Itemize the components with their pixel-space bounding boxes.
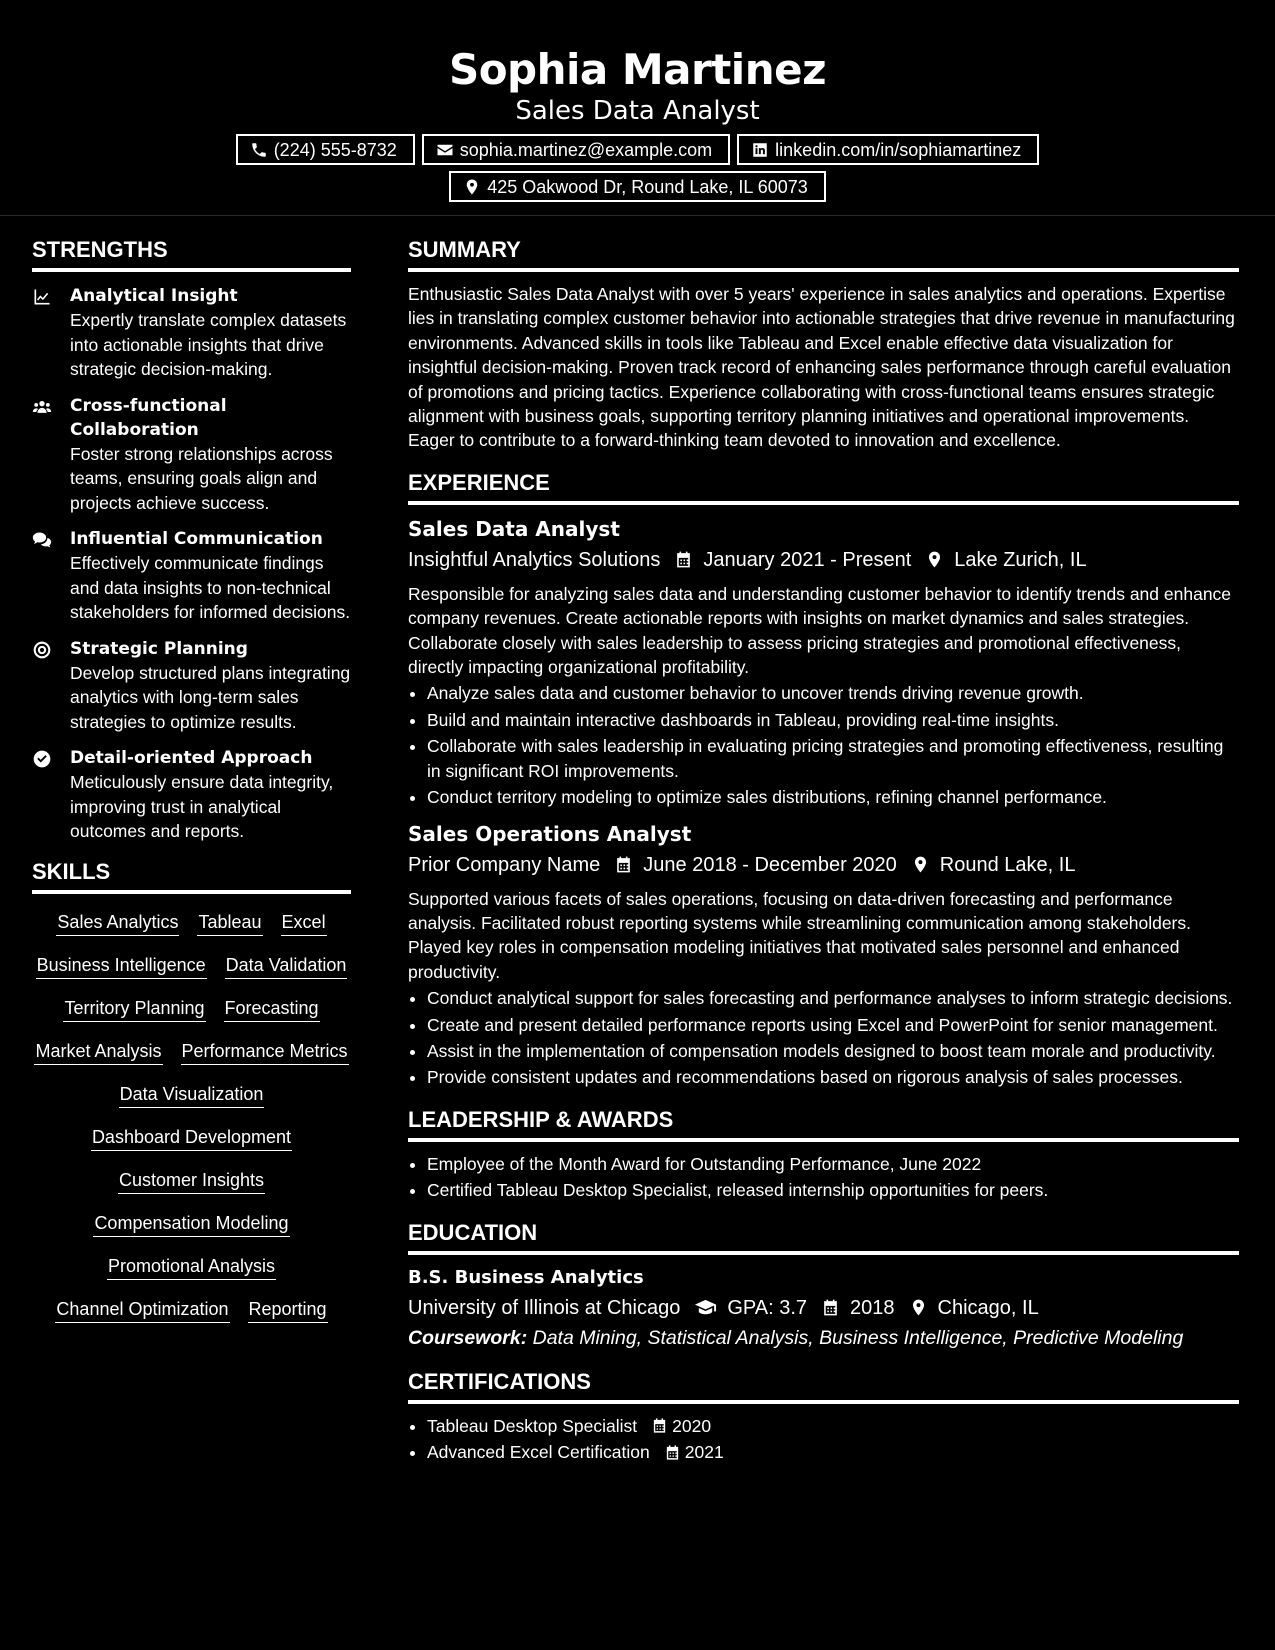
job-bullet: • Provide consistent updates and recommendations based on rigorous analysis of sales processes. — [427, 1065, 1239, 1089]
job-bullets — [408, 681, 1239, 809]
map-marker-icon — [925, 550, 944, 569]
calendar-icon — [821, 1298, 840, 1317]
certification-item — [427, 1414, 1239, 1438]
skill-tag: Performance Metrics — [181, 1039, 349, 1065]
skill-tag: Promotional Analysis — [107, 1254, 276, 1280]
job-dates: June 2018 - December 2020 — [643, 853, 897, 876]
strength-desc: Expertly translate complex datasets into actionable insights that drive strategic decision-making. — [70, 310, 347, 379]
awards-section — [408, 1106, 1239, 1203]
job-bullet: • Build and maintain interactive dashboards in Tableau, providing real-time insights. — [427, 708, 1239, 732]
strength-item — [32, 527, 351, 625]
address-chip — [449, 171, 826, 202]
job-entry — [408, 820, 1239, 1090]
phone-chip[interactable] — [236, 134, 415, 165]
contact-row-2 — [0, 171, 1275, 203]
certification-item — [427, 1440, 1239, 1464]
certification-name: • Advanced Excel Certification — [427, 1441, 650, 1462]
phone-text: (224) 555-8732 — [273, 139, 397, 160]
contact-row-1 — [0, 134, 1275, 166]
skill-tag: Business Intelligence — [36, 953, 207, 979]
strength-title: Influential Communication — [70, 529, 323, 549]
skill-tag: Sales Analytics — [56, 910, 179, 936]
certifications-heading: CERTIFICATIONS — [408, 1368, 1239, 1404]
job-company: Prior Company Name — [408, 853, 601, 876]
school-location: Chicago, IL — [937, 1296, 1039, 1319]
job-dates: January 2021 - Present — [703, 548, 912, 571]
comments-icon — [32, 530, 52, 550]
skill-tag: Data Validation — [225, 953, 348, 979]
skills-heading: SKILLS — [32, 858, 351, 894]
job-company: Insightful Analytics Solutions — [408, 548, 661, 571]
skill-tag: Territory Planning — [63, 996, 205, 1022]
graduation-cap-icon — [694, 1296, 717, 1319]
job-location: Lake Zurich, IL — [954, 548, 1087, 571]
education-heading: EDUCATION — [408, 1219, 1239, 1255]
skill-tag: Market Analysis — [34, 1039, 162, 1065]
linkedin-icon — [751, 141, 769, 159]
education-meta — [408, 1294, 1239, 1322]
skill-tag: Dashboard Development — [91, 1125, 292, 1151]
award-item: • Employee of the Month Award for Outstanding Performance, June 2022 — [427, 1152, 1239, 1176]
job-title: Sales Operations Analyst — [408, 821, 692, 846]
coursework-list: Data Mining, Statistical Analysis, Business Intelligence, Predictive Modeling — [532, 1326, 1184, 1349]
school-name: University of Illinois at Chicago — [408, 1296, 681, 1319]
experience-heading: EXPERIENCE — [408, 469, 1239, 505]
resume-header — [0, 0, 1275, 216]
certification-year: 2021 — [684, 1441, 724, 1462]
map-marker-icon — [909, 1298, 928, 1317]
strength-desc: Foster strong relationships across teams, ensuring goals align and projects achieve success. — [70, 443, 333, 513]
job-title: Sales Data Analyst — [408, 516, 620, 541]
candidate-title: Sales Data Analyst — [515, 96, 760, 126]
email-text: sophia.martinez@example.com — [459, 139, 713, 160]
linkedin-chip[interactable] — [737, 134, 1039, 165]
strength-desc: Meticulously ensure data integrity, improving trust in analytical outcomes and reports. — [70, 772, 334, 841]
job-bullet: • Conduct analytical support for sales forecasting and performance analyses to inform strategic decisions. — [427, 986, 1239, 1010]
email-chip[interactable] — [422, 134, 730, 165]
strength-title: Cross-functional Collaboration — [70, 395, 227, 440]
job-entry — [408, 515, 1239, 810]
summary-heading: SUMMARY — [408, 236, 1239, 272]
strength-title: Detail-oriented Approach — [70, 748, 313, 768]
bullseye-icon — [32, 640, 52, 660]
calendar-icon — [651, 1417, 668, 1434]
check-circle-icon — [32, 749, 52, 769]
left-column — [32, 236, 351, 1323]
job-meta — [408, 546, 1239, 574]
calendar-icon — [674, 550, 693, 569]
calendar-icon — [614, 855, 633, 874]
strength-item — [32, 394, 351, 516]
certifications-list — [408, 1414, 1239, 1465]
job-bullet: • Create and present detailed performance reports using Excel and PowerPoint for senior management. — [427, 1013, 1239, 1037]
linkedin-text: linkedin.com/in/sophiamartinez — [775, 139, 1022, 160]
calendar-icon — [664, 1444, 681, 1461]
summary-text: Enthusiastic Sales Data Analyst with over 5 years' experience in sales analytics and operations. Expertise lies in translating complex customer behavior into actionable strategies that drive revenue in manufacturing environments. Advanced skills in tools like Tableau and Excel enable effective data visualization for insightful decision-making. Proven track record of enhancing sales performance through careful evaluation of promotions and pricing tactics. Experience collaborating with cross-functional teams ensures strategic alignment with business goals, supporting territory planning initiatives and operational improvements. Eager to contribute to a forward-thinking team devoted to innovation and excellence. — [408, 284, 1235, 451]
skill-tag: Excel — [281, 910, 327, 936]
awards-heading: LEADERSHIP & AWARDS — [408, 1106, 1239, 1142]
strength-item — [32, 284, 351, 382]
strengths-section — [32, 236, 351, 844]
skill-tag: Customer Insights — [118, 1168, 265, 1194]
job-bullet: • Conduct territory modeling to optimize sales distributions, refining channel performance. — [427, 785, 1239, 809]
coursework-label: Coursework: — [408, 1326, 528, 1349]
job-location: Round Lake, IL — [939, 853, 1076, 876]
education-section — [408, 1219, 1239, 1352]
candidate-name: Sophia Martinez — [448, 45, 827, 94]
skill-tag: Tableau — [197, 910, 262, 936]
phone-icon — [250, 141, 268, 159]
address-text: 425 Oakwood Dr, Round Lake, IL 60073 — [487, 176, 808, 197]
strengths-heading: STRENGTHS — [32, 236, 351, 272]
certification-name: • Tableau Desktop Specialist — [427, 1415, 638, 1436]
graduation-year: 2018 — [850, 1296, 895, 1319]
skill-tag: Forecasting — [224, 996, 320, 1022]
job-description: Responsible for analyzing sales data and understanding customer behavior to identify trends and enhance company revenues. Create actionable reports with insights on market dynamics and sales strategies. Collaborate closely with sales leadership to assess pricing strategies and promotional effectiveness, directly impacting organizational profitability. — [408, 583, 1232, 678]
award-item: • Certified Tableau Desktop Specialist, released internship opportunities for peers. — [427, 1178, 1239, 1202]
certifications-section — [408, 1368, 1239, 1465]
users-icon — [32, 397, 52, 417]
strength-title: Analytical Insight — [70, 286, 238, 306]
skill-tag: Data Visualization — [119, 1082, 265, 1108]
skill-tag: Channel Optimization — [55, 1297, 229, 1323]
map-marker-icon — [463, 178, 481, 196]
job-bullets — [408, 986, 1239, 1090]
strength-desc: Develop structured plans integrating analytics with long-term sales strategies to optimize results. — [70, 662, 351, 732]
strength-item — [32, 637, 351, 735]
skill-tag: Compensation Modeling — [93, 1211, 289, 1237]
skill-tag: Reporting — [248, 1297, 328, 1323]
strength-desc: Effectively communicate findings and data insights to non-technical stakeholders for informed decisions. — [70, 553, 351, 622]
gpa-text: GPA: 3.7 — [727, 1296, 808, 1319]
summary-section — [408, 236, 1239, 453]
coursework — [408, 1324, 1239, 1352]
chart-line-icon — [32, 287, 52, 307]
map-marker-icon — [911, 855, 930, 874]
experience-section — [408, 469, 1239, 1090]
strength-title: Strategic Planning — [70, 638, 248, 659]
skills-section — [32, 858, 351, 1323]
job-description: Supported various facets of sales operations, focusing on data-driven forecasting and performance analysis. Facilitated robust reporting systems while streamlining communication among stakeholders. Played key roles in compensation modeling initiatives that motivated sales personnel and enhanced productivity. — [408, 888, 1191, 982]
strength-item — [32, 746, 351, 844]
job-bullet: • Assist in the implementation of compensation models designed to boost team morale and productivity. — [427, 1039, 1239, 1063]
certification-year: 2020 — [672, 1415, 712, 1436]
strengths-list — [32, 284, 351, 844]
job-bullet: • Analyze sales data and customer behavior to uncover trends driving revenue growth. — [427, 681, 1239, 705]
job-bullet: • Collaborate with sales leadership in evaluating pricing strategies and promoting effectiveness, resulting in significant ROI improvements. — [427, 734, 1239, 783]
envelope-icon — [436, 141, 454, 159]
skills-list — [32, 910, 351, 1323]
awards-list — [408, 1152, 1239, 1203]
right-column — [408, 236, 1239, 1466]
degree-title: B.S. Business Analytics — [408, 1266, 644, 1288]
job-meta — [408, 851, 1239, 879]
